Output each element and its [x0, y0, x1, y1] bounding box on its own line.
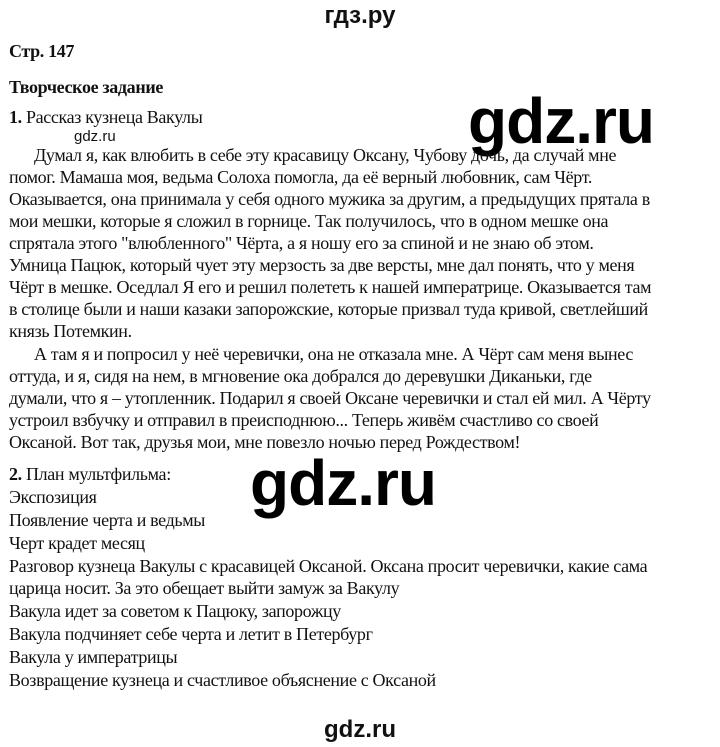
- page-reference: Стр. 147: [9, 41, 75, 61]
- text-line: Оксаной. Вот так, друзья мои, мне повезло ночью перед Рождеством!: [9, 432, 521, 452]
- section-title: Творческое задание: [9, 77, 164, 97]
- text-line: Умница Пацюк, который чует эту мерзость за две версты, мне дал понять, что у меня: [9, 255, 635, 275]
- watermark-middle: gdz.ru: [250, 447, 436, 519]
- text-line: А там я и попросил у неё черевички, она не отказала мне. А Чёрт сам меня вынес: [34, 344, 634, 364]
- watermark-small: gdz.ru: [74, 128, 116, 145]
- plan-item: Вакула подчиняет себе черта и летит в Петербург: [9, 624, 373, 644]
- watermark-large: gdz.ru: [468, 85, 654, 157]
- plan-item: Вакула идет за советом к Пацюку, запорожцу: [9, 601, 341, 621]
- plan-item: Вакула у императрицы: [9, 647, 178, 667]
- text-line: думали, что я – утопленник. Подарил я своей Оксане черевички и стал ей мил. А Чёрту: [9, 388, 651, 408]
- footer-watermark: gdz.ru: [324, 716, 396, 743]
- text-line: Думал я, как влюбить в себе эту красавицу Оксану, Чубову дочь, да случай мне: [34, 145, 617, 165]
- text-line: в столице были и наши казаки запорожские, которые призвал туда кривой, светлейший: [9, 299, 648, 319]
- text-line: мои мешки, которые я сложил в горнице. Так получилось, что в одном мешке она: [9, 211, 609, 231]
- plan-item: Разговор кузнеца Вакулы с красавицей Оксаной. Оксана просит черевички, какие сама: [9, 556, 648, 576]
- text-line: устроил взбучку и отправил в преисподнюю... Теперь живём счастливо со своей: [9, 410, 599, 430]
- plan-item: Возвращение кузнеца и счастливое объяснение с Оксаной: [9, 670, 436, 690]
- text-line: Оказывается, она принимала у себя одного мужика за другим, а предыдущих прятала в: [9, 189, 650, 209]
- site-header: гдз.ру: [324, 2, 396, 29]
- plan-item: Экспозиция: [9, 487, 97, 507]
- task2-heading: [9, 463, 171, 485]
- text-line: оттуда, и я, сидя на нем, в мгновение ока добрался до деревушки Диканьки, где: [9, 366, 592, 386]
- task1-number: 1.: [9, 107, 22, 127]
- plan-item: Появление черта и ведьмы: [9, 510, 206, 530]
- text-line: Чёрт в мешке. Оседлал Я его и решил полететь к нашей императрице. Оказывается там: [9, 277, 652, 297]
- task2-number: 2.: [9, 464, 22, 484]
- task1-heading: [9, 106, 202, 128]
- task1-title: Рассказ кузнеца Вакулы: [25, 107, 203, 127]
- plan-item: Черт крадет месяц: [9, 533, 145, 553]
- task2-title: План мультфильма:: [25, 464, 171, 484]
- plan-item: царица носит. За это обещает выйти замуж за Вакулу: [9, 578, 400, 598]
- text-line: князь Потемкин.: [9, 321, 132, 341]
- text-line: спрятала этого "влюбленного" Чёрта, а я ношу его за спиной и не знаю об этом.: [9, 233, 594, 253]
- text-line: помог. Мамаша моя, ведьма Солоха помогла, да её верный любовник, сам Чёрт.: [9, 167, 593, 187]
